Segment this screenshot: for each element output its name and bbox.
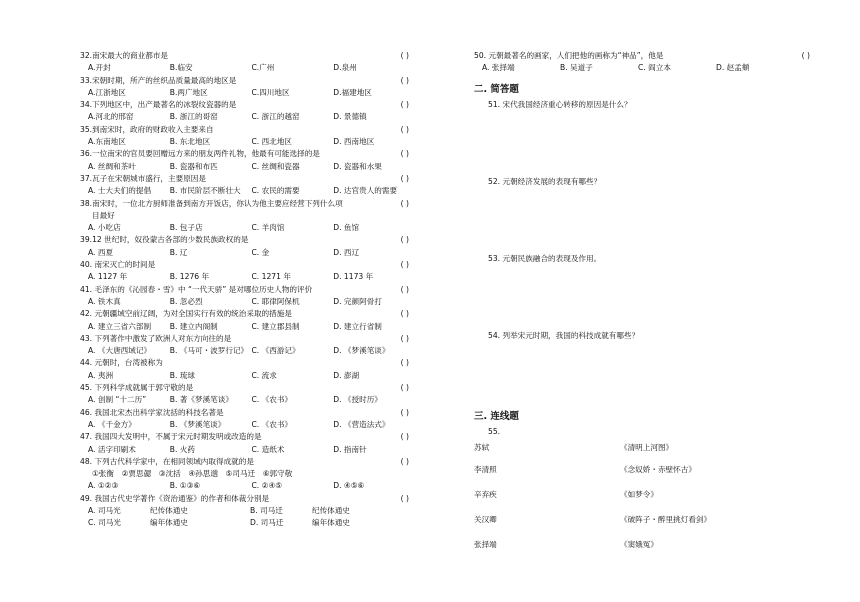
option: D. 西南地区: [333, 137, 375, 147]
option: B. 包子店: [169, 223, 203, 233]
option: B. 琉球: [169, 370, 195, 380]
option: 编年体通史: [150, 518, 188, 528]
option: C. 司马光: [88, 518, 121, 528]
option: A. 铁木真: [88, 296, 121, 306]
option: D. 瓷器和水果: [333, 161, 382, 171]
answer-parenthesis: ( ): [400, 407, 409, 417]
question-stem: 49. 我国古代史学著作《资治通鉴》的作者和体裁分别是 ( ): [80, 493, 415, 505]
option: B. 1276 年: [169, 272, 210, 282]
answer-parenthesis: ( ): [400, 173, 409, 183]
option: D. 达官贵人的需要: [333, 186, 398, 196]
answer-parenthesis: ( ): [400, 51, 409, 60]
option: C. 丝绸和瓷器: [251, 161, 300, 171]
answer-parenthesis: ( ): [400, 198, 409, 208]
answer-parenthesis: ( ): [400, 358, 409, 368]
answer-parenthesis: ( ): [400, 309, 409, 319]
answer-parenthesis: ( ): [400, 493, 409, 503]
option: A. 夷洲: [88, 370, 114, 380]
match-right-item: 《清明上河图》: [620, 442, 674, 452]
options-row: [474, 62, 814, 74]
option: B. 《梦溪笔谈》: [169, 419, 226, 429]
question-stem: 48. 下列古代科学家中，在相同领域内取得成就的是 ( ): [80, 456, 415, 468]
option: A.河北的邢窑: [88, 112, 134, 122]
option: D.泉州: [333, 63, 357, 73]
question-stem: 50. 元朝最著名的画家，人们把他的画称为“神品”，他是 ( ): [474, 50, 814, 62]
matching-row: [474, 510, 814, 535]
answer-parenthesis: ( ): [400, 235, 409, 245]
option: C. 浙江的越窑: [251, 112, 300, 122]
option: D. 澎湖: [333, 370, 360, 380]
option: C. 阎立本: [638, 63, 671, 73]
question-stem: 41. 毛泽东的《沁园春・雪》中 “一代天骄” 是对哪位历史人物的评价 ( ): [80, 284, 415, 296]
options-row: [80, 185, 415, 197]
option: D. 司马迁: [250, 518, 284, 528]
option: D. 西辽: [333, 247, 360, 257]
answer-parenthesis: ( ): [400, 260, 409, 270]
right-column: [474, 50, 814, 560]
question-stem: 47. 我国四大发明中，不属于宋元时期发明或改造的是 ( ): [80, 431, 415, 443]
option: C. 农民的需要: [251, 186, 300, 196]
answer-parenthesis: ( ): [400, 100, 409, 110]
answer-parenthesis: ( ): [400, 75, 409, 85]
options-row: [80, 136, 415, 148]
answer-parenthesis: ( ): [400, 149, 409, 159]
option: B. 吴道子: [560, 63, 593, 73]
option: A. 《大唐西域记》: [88, 346, 152, 356]
option: A. 创制 “十二历”: [88, 395, 147, 405]
question-stem: 37.瓦子在宋朝城市盛行，主要原因是 ( ): [80, 173, 415, 185]
question-stem: 46. 我国北宋杰出科学家沈括的科技名著是 ( ): [80, 407, 415, 419]
options-row: [80, 222, 415, 234]
option: B. 忽必烈: [169, 296, 203, 306]
option: B. 火药: [169, 444, 195, 454]
question-stem: 40. 南宋灭亡的时间是 ( ): [80, 259, 415, 271]
option: C. 《西游记》: [251, 346, 300, 356]
options-row: [80, 345, 415, 357]
question-stem: 38.南宋时，一位北方厨师准备到南方开饭店，你认为他主要应经营下列什么项 ( ): [80, 198, 415, 210]
question-stem: 36.一位南宋的官员要回赠远方来的朋友两件礼物，他最有可能选择的是 ( ): [80, 148, 415, 160]
option: B. 著《梦溪笔谈》: [169, 395, 233, 405]
option: D. 景德镇: [333, 112, 367, 122]
option: C.四川地区: [251, 87, 290, 97]
question-stem: 45. 下列科学成就属于郭守敬的是 ( ): [80, 382, 415, 394]
options-row: [80, 271, 415, 283]
option: D. 建立行省制: [333, 321, 382, 331]
option: B. 司马迁: [250, 505, 283, 515]
options-row: [80, 480, 415, 492]
option: A. 小吃店: [88, 223, 121, 233]
option: A. 司马光: [88, 505, 121, 515]
question-stem: 39.12 世纪时，奴役蒙古各部的少数民族政权的是 ( ): [80, 234, 415, 246]
match-right-item: 《念奴娇・赤壁怀古》: [620, 464, 696, 474]
question-stem-continued: 目最好: [92, 210, 115, 220]
option: B. 建立内阁制: [169, 321, 218, 331]
option: C. 《农书》: [251, 395, 293, 405]
answer-parenthesis: ( ): [400, 284, 409, 294]
answer-parenthesis: ( ): [400, 432, 409, 442]
match-right-item: 《破阵子・醉里挑灯看剑》: [620, 514, 712, 524]
option: C. 耶律阿保机: [251, 296, 300, 306]
option: D. 指南针: [333, 444, 367, 454]
options-row: [80, 444, 415, 456]
option: B. 市民阶层不断壮大: [169, 186, 241, 196]
options-row: [80, 111, 415, 123]
option: C. ②④⑤: [251, 481, 283, 491]
option: B. 瓷器和布匹: [169, 161, 218, 171]
option: B. 浙江的哥窑: [169, 112, 218, 122]
answer-parenthesis: ( ): [400, 333, 409, 343]
option: B.两广地区: [169, 87, 208, 97]
option: A.江浙地区: [88, 87, 126, 97]
answer-parenthesis: ( ): [400, 383, 409, 393]
option: A. 西夏: [88, 247, 114, 257]
section-heading: 二. 简答题: [474, 83, 519, 95]
option: C. 《农书》: [251, 419, 293, 429]
option: A.开封: [88, 63, 111, 73]
options-row: [80, 394, 415, 406]
option: D. 《授时历》: [333, 395, 382, 405]
option: D. ④⑤⑥: [333, 481, 365, 491]
question-stem: 43. 下列著作中激发了欧洲人对东方向往的是 ( ): [80, 333, 415, 345]
short-answer-question: 53. 元朝民族融合的表现及作用。: [488, 253, 602, 263]
option: C. 西北地区: [251, 137, 293, 147]
question-stem: 44. 元朝时，台湾被称为 ( ): [80, 357, 415, 369]
option: C. 1271 年: [251, 272, 291, 282]
matching-row: [474, 535, 814, 560]
option: C. 建立郡县制: [251, 321, 300, 331]
options-row: [80, 370, 415, 382]
match-left-item: 李清照: [474, 464, 497, 474]
option: C.广州: [251, 63, 275, 73]
option: C. 羊肉馆: [251, 223, 285, 233]
answer-parenthesis: ( ): [801, 51, 810, 60]
options-row: [80, 62, 415, 74]
option: D. 赵孟頫: [716, 63, 750, 73]
question-number: 55.: [488, 426, 501, 436]
option: B. 东北地区: [169, 137, 211, 147]
option: B. 《马可・波罗行记》: [169, 346, 249, 356]
question-stem-continued: ①张衡 ②贾思勰 ③沈括 ④孙思邈 ⑤司马迁 ⑥郭守敬: [92, 469, 293, 479]
option: A. 活字印刷术: [88, 444, 136, 454]
option: 编年体通史: [312, 518, 350, 528]
section-heading: 三. 连线题: [474, 410, 519, 422]
option: A. 士大夫们的提倡: [88, 186, 152, 196]
option: D. 《营造法式》: [333, 419, 390, 429]
question-stem: 32.南宋最大的商业都市是 ( ): [80, 50, 415, 62]
left-column: [80, 50, 415, 530]
match-left-item: 关汉卿: [474, 514, 497, 524]
short-answer-question: 51. 宋代我国经济重心转移的原因是什么？: [488, 99, 632, 109]
match-left-item: 辛弃疾: [474, 489, 497, 499]
option: B. ①③⑥: [169, 481, 201, 491]
options-row: [80, 321, 415, 333]
match-right-item: 《窦娥冤》: [620, 539, 658, 549]
question-stem: 35.到南宋时，政府的财政收入主要来自 ( ): [80, 124, 415, 136]
options-row: [80, 505, 415, 517]
question-stem: 33.宋朝时期，所产的丝织品质量最高的地区是 ( ): [80, 75, 415, 87]
option: D. 《梦溪笔谈》: [333, 346, 390, 356]
options-row: [80, 517, 415, 529]
options-row: [80, 296, 415, 308]
options-row: [80, 247, 415, 259]
answer-parenthesis: ( ): [400, 456, 409, 466]
option: D. 鱼馆: [333, 223, 360, 233]
option: A. 建立三省六部制: [88, 321, 152, 331]
match-left-item: 苏轼: [474, 442, 490, 452]
option: D. 1173 年: [333, 272, 374, 282]
option: D. 完颜阿骨打: [333, 296, 382, 306]
answer-parenthesis: ( ): [400, 124, 409, 134]
options-row: [80, 419, 415, 431]
option: A. ①②③: [88, 481, 119, 491]
options-row: [80, 161, 415, 173]
option: A.东南地区: [88, 137, 126, 147]
option: D.福建地区: [333, 87, 372, 97]
option: 纪传体通史: [312, 505, 350, 515]
short-answer-question: 52. 元朝经济发展的表现有哪些？: [488, 176, 602, 186]
option: A. 1127 年: [88, 272, 128, 282]
question-stem: 42. 元朝疆域空前辽阔，为对全国实行有效的统治采取的措施是 ( ): [80, 308, 415, 320]
match-right-item: 《如梦令》: [620, 489, 658, 499]
option: C. 造纸术: [251, 444, 285, 454]
option: B.临安: [169, 63, 193, 73]
short-answer-question: 54. 列举宋元时期，我国的科技成就有哪些？: [488, 330, 640, 340]
option: B. 辽: [169, 247, 188, 257]
option: A. 张择端: [482, 63, 515, 73]
option: C. 金: [251, 247, 270, 257]
match-left-item: 张择端: [474, 539, 497, 549]
options-row: [80, 87, 415, 99]
matching-row: [474, 438, 814, 460]
matching-row: [474, 460, 814, 485]
option: A. 《千金方》: [88, 419, 136, 429]
option: 纪传体通史: [150, 505, 188, 515]
matching-row: [474, 485, 814, 510]
question-stem: 34.下列地区中，出产最著名的冰裂纹瓷器的是 ( ): [80, 99, 415, 111]
option: A. 丝绸和茶叶: [88, 161, 136, 171]
option: C. 流求: [251, 370, 277, 380]
